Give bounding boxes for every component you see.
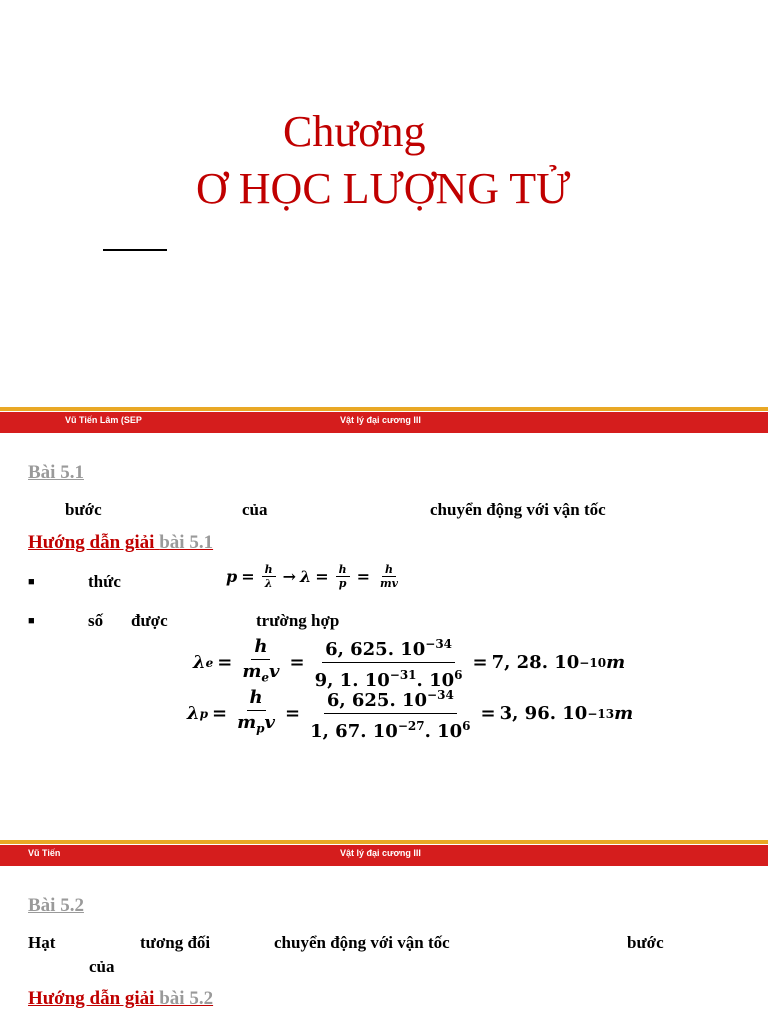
guide-label: Hướng dẫn giải: [28, 532, 155, 553]
footer-course: Vật lý đại cương III: [340, 415, 421, 425]
problem-word: chuyển động với vận tốc: [274, 933, 450, 952]
problem-title: Bài 5.2: [28, 895, 84, 916]
guide-problem-ref: bài 5.2: [159, 988, 214, 1009]
math-symbol: p: [226, 567, 238, 586]
bullet-square-icon: ■: [28, 576, 35, 588]
slide-footer-2: [0, 840, 768, 866]
bullet-text: được: [131, 611, 168, 630]
math-symbol: λ: [187, 703, 200, 724]
fraction: $\frac{h}{\lambda}$: [262, 563, 276, 590]
bullet-text: số: [88, 611, 104, 630]
arrow-icon: →: [282, 567, 296, 586]
fraction: $\frac{6, 625. 10^{-34}}{1, 67. 10^{-27}. 10^6}$: [307, 683, 473, 744]
wavelength-electron-formula: λ e = $\frac{h}{m_ev}$ = $\frac{6, 625. 10^{-34}}{9, 1. 10^{-31}. 10^6}$ = 7, 28. 10 −10 m: [193, 632, 625, 693]
footer-gold-stripe: [0, 407, 768, 411]
problem-word: Hạt: [28, 933, 56, 952]
footer-gold-stripe: [0, 840, 768, 844]
footer-author: Vũ Tiến Lâm (SEP: [65, 415, 142, 425]
solution-guide-heading: [28, 532, 213, 554]
wavelength-proton-formula: λ p = $\frac{h}{m_pv}$ = $\frac{6, 625. 10^{-34}}{1, 67. 10^{-27}. 10^6}$ = 3, 96. 10 −13 m: [187, 683, 633, 744]
fraction: $\frac{h}{m_ev}$: [242, 636, 280, 685]
problem-word: chuyển động với vận tốc: [430, 500, 606, 519]
problem-word: bước: [627, 933, 664, 952]
bullet-square-icon: ■: [28, 615, 35, 627]
bullet-text: thức: [88, 572, 121, 591]
guide-label: Hướng dẫn giải: [28, 988, 155, 1009]
problem-word: của: [242, 500, 268, 519]
problem-word: của: [89, 957, 115, 976]
fraction: $\frac{h}{p}$: [336, 563, 350, 590]
solution-guide-heading: [28, 988, 213, 1010]
problem-title: Bài 5.1: [28, 462, 84, 483]
fraction: $\frac{h}{m_pv}$: [237, 687, 276, 736]
problem-word: bước: [65, 500, 102, 519]
footer-course: Vật lý đại cương III: [340, 848, 421, 858]
bullet-text: trường hợp: [256, 611, 340, 630]
title-underline-divider: [103, 249, 167, 251]
de-broglie-formula: p = $\frac{h}{\lambda}$ → λ = $\frac{h}{p}$ = $\frac{h}{mv}$: [226, 563, 404, 590]
footer-author: Vũ Tiến: [28, 848, 61, 858]
fraction: $\frac{6, 625. 10^{-34}}{9, 1. 10^{-31}. 10^6}$: [312, 632, 466, 693]
chapter-title-line1: Chương: [283, 107, 426, 156]
chapter-title-line2: Ơ HỌC LƯỢNG TỬ: [196, 164, 571, 213]
math-symbol: λ: [193, 652, 206, 673]
math-symbol: λ: [300, 567, 312, 586]
slide-footer-1: [0, 407, 768, 433]
problem-word: tương đối: [140, 933, 211, 952]
fraction: $\frac{h}{mv}$: [380, 563, 399, 590]
guide-problem-ref: bài 5.1: [159, 532, 214, 553]
